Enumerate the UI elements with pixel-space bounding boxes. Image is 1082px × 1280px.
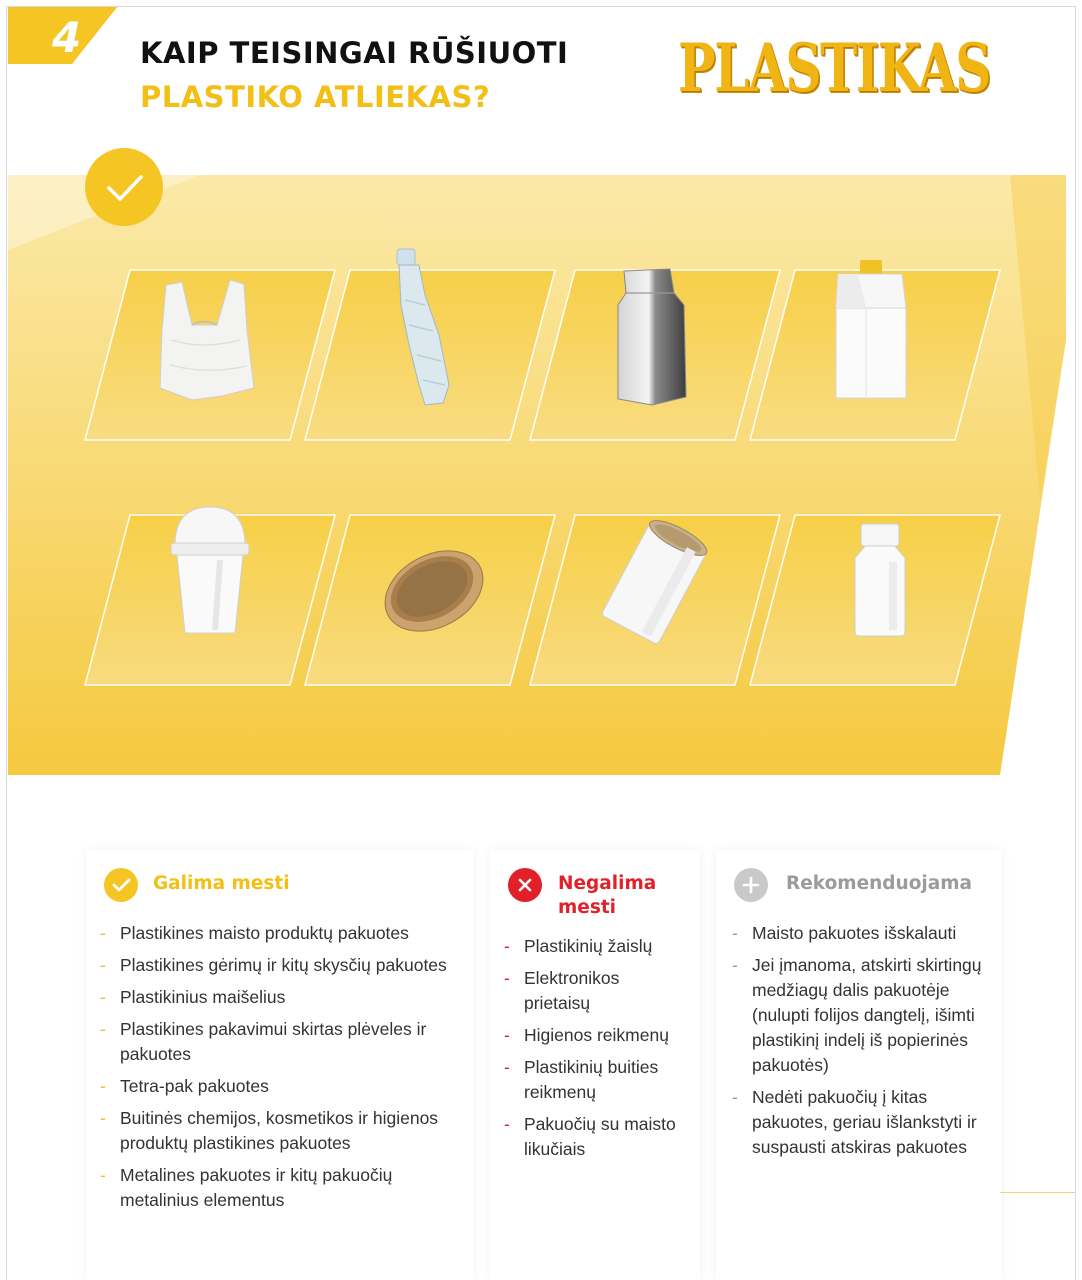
forbidden-list	[504, 934, 690, 1169]
allowed-title: Galima mesti	[153, 873, 290, 894]
tin-can-icon	[602, 515, 712, 645]
metal-lid-icon	[378, 545, 488, 635]
list-item: - Plastikinius maišelius	[100, 987, 286, 1007]
allowed-list	[100, 921, 468, 1220]
allowed-card	[86, 850, 474, 1280]
forbidden-title	[558, 872, 656, 920]
list-item: - Metalines pakuotes ir kitų pakuočių metalinius elementus	[100, 1165, 393, 1210]
forbidden-title-line-2: mesti	[558, 897, 617, 918]
list-item: - Plastikines maisto produktų pakuotes	[100, 923, 409, 943]
check-icon	[85, 148, 163, 226]
recommended-card	[716, 850, 1002, 1280]
recommended-title: Rekomenduojama	[786, 873, 973, 894]
section-number-badge	[8, 6, 118, 64]
list-item: - Nedėti pakuočių į kitas pakuotes, geriau išlankstyti ir suspausti atskiras pakuotes	[732, 1087, 977, 1157]
plus-icon	[734, 868, 768, 902]
list-item: - Tetra-pak pakuotes	[100, 1076, 269, 1096]
section-number: 4	[52, 13, 82, 62]
list-item: - Buitinės chemijos, kosmetikos ir higienos produktų plastikines pakuotes	[100, 1108, 439, 1153]
plastic-jar-icon	[845, 522, 915, 640]
forbidden-card	[490, 850, 700, 1280]
plastikas-logo: PLASTIKAS	[678, 29, 990, 107]
plastic-cup-icon	[165, 505, 255, 640]
cross-icon	[508, 868, 542, 902]
crushed-bottle-icon	[385, 245, 465, 410]
plastic-bag-icon	[152, 270, 262, 405]
list-item: - Plastikines pakavimui skirtas plėveles ir pakuotes	[100, 1019, 427, 1064]
check-icon	[104, 868, 138, 902]
list-item: - Higienos reikmenų	[504, 1025, 669, 1045]
list-item: - Plastikines gėrimų ir kitų skysčių pakuotes	[100, 955, 447, 975]
forbidden-title-line-1: Negalima	[558, 873, 657, 894]
recommended-list	[732, 921, 994, 1167]
page-title-line-1: KAIP TEISINGAI RŪŠIUOTI	[140, 36, 569, 70]
tetra-pak-icon	[830, 258, 910, 403]
list-item: - Plastikinių žaislų	[504, 936, 653, 956]
page-title-line-2: PLASTIKO ATLIEKAS?	[140, 80, 491, 114]
decorative-line	[1000, 1192, 1076, 1193]
list-item: - Plastikinių buities reikmenų	[504, 1057, 659, 1102]
list-item: - Maisto pakuotes išskalauti	[732, 923, 957, 943]
foil-pouch-icon	[612, 265, 692, 410]
list-item: - Jei įmanoma, atskirti skirtingų medžiagų dalis pakuotėje (nulupti folijos dangtelį, išimti plastikinį indelį iš popierinės pakuotės)	[732, 955, 982, 1075]
list-item: - Elektronikos prietaisų	[504, 968, 620, 1013]
list-item: - Pakuočių su maisto likučiais	[504, 1114, 676, 1159]
